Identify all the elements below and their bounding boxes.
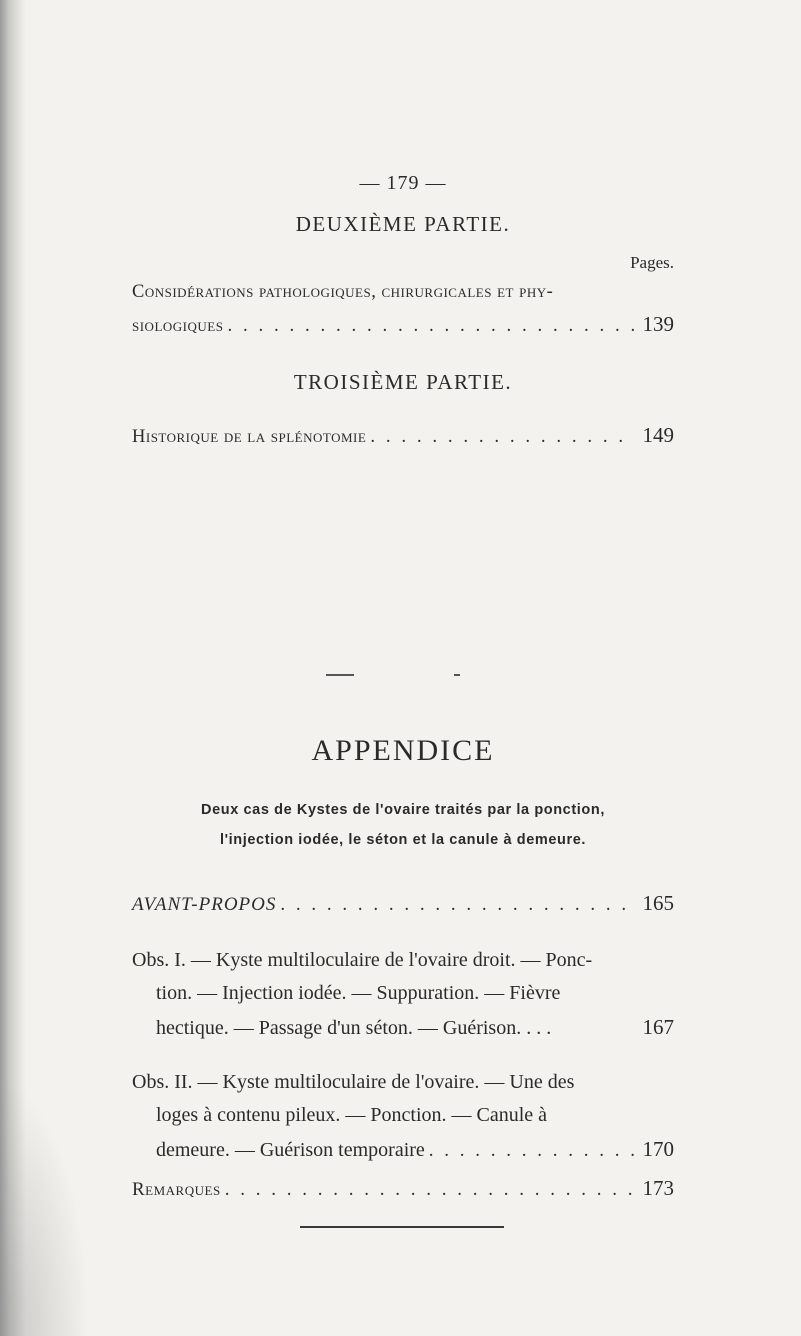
obs1-entry bbox=[156, 1015, 674, 1040]
appendix-title: APPENDICE bbox=[311, 734, 495, 767]
part2-entry-line2: siologiques bbox=[132, 316, 224, 336]
obs1-page: 167 bbox=[642, 1015, 674, 1039]
obs1-line1: Obs. I. — Kyste multiloculaire de l'ovaire droit. — Ponc- bbox=[132, 949, 593, 971]
part3-entry-label: Historique de la splénotomie bbox=[132, 427, 367, 447]
obs2-entry bbox=[156, 1137, 674, 1162]
pages-column-label: Pages. bbox=[630, 253, 674, 272]
remarques-label: Remarques bbox=[132, 1179, 221, 1200]
appendix-subtitle-line1: Deux cas de Kystes de l'ovaire traités par la ponction, bbox=[201, 802, 605, 818]
page-corner-shadow bbox=[0, 1076, 90, 1336]
part3-title: TROISIÈME PARTIE. bbox=[293, 370, 513, 394]
page-number: — 179 — bbox=[359, 172, 447, 194]
leader-dots bbox=[429, 1140, 635, 1162]
end-rule bbox=[300, 1226, 504, 1228]
remarques-entry bbox=[132, 1176, 674, 1201]
part2-entry-page: 139 bbox=[642, 312, 674, 336]
part3-entry-page: 149 bbox=[642, 423, 674, 447]
obs2-line1: Obs. II. — Kyste multiloculaire de l'ovaire. — Une des bbox=[132, 1071, 575, 1093]
leader-dots bbox=[227, 315, 634, 337]
leader-dots bbox=[280, 894, 634, 916]
leader-dots bbox=[370, 426, 634, 448]
part3-entry bbox=[132, 423, 674, 448]
part2-title: DEUXIÈME PARTIE. bbox=[295, 212, 511, 236]
appendix-subtitle-line2: l'injection iodée, le séton et la canule à demeure. bbox=[219, 832, 587, 848]
obs2-line2: loges à contenu pileux. — Ponction. — Canule à bbox=[156, 1104, 548, 1126]
part2-entry-line1: Considérations pathologiques, chirurgicales et phy- bbox=[132, 282, 554, 302]
leader-dots bbox=[225, 1179, 635, 1201]
avant-propos-label: AVANT-PROPOS bbox=[132, 894, 277, 915]
avant-propos-entry bbox=[132, 891, 674, 916]
obs1-line2: tion. — Injection iodée. — Suppuration. — Fièvre bbox=[156, 982, 561, 1004]
obs2-page: 170 bbox=[642, 1137, 674, 1161]
remarques-page: 173 bbox=[642, 1176, 674, 1200]
part2-entry bbox=[132, 312, 674, 337]
obs2-line3: demeure. — Guérison temporaire bbox=[156, 1139, 425, 1161]
obs1-line3: hectique. — Passage d'un séton. — Guérison. . . . bbox=[156, 1017, 552, 1039]
avant-propos-page: 165 bbox=[642, 891, 674, 915]
